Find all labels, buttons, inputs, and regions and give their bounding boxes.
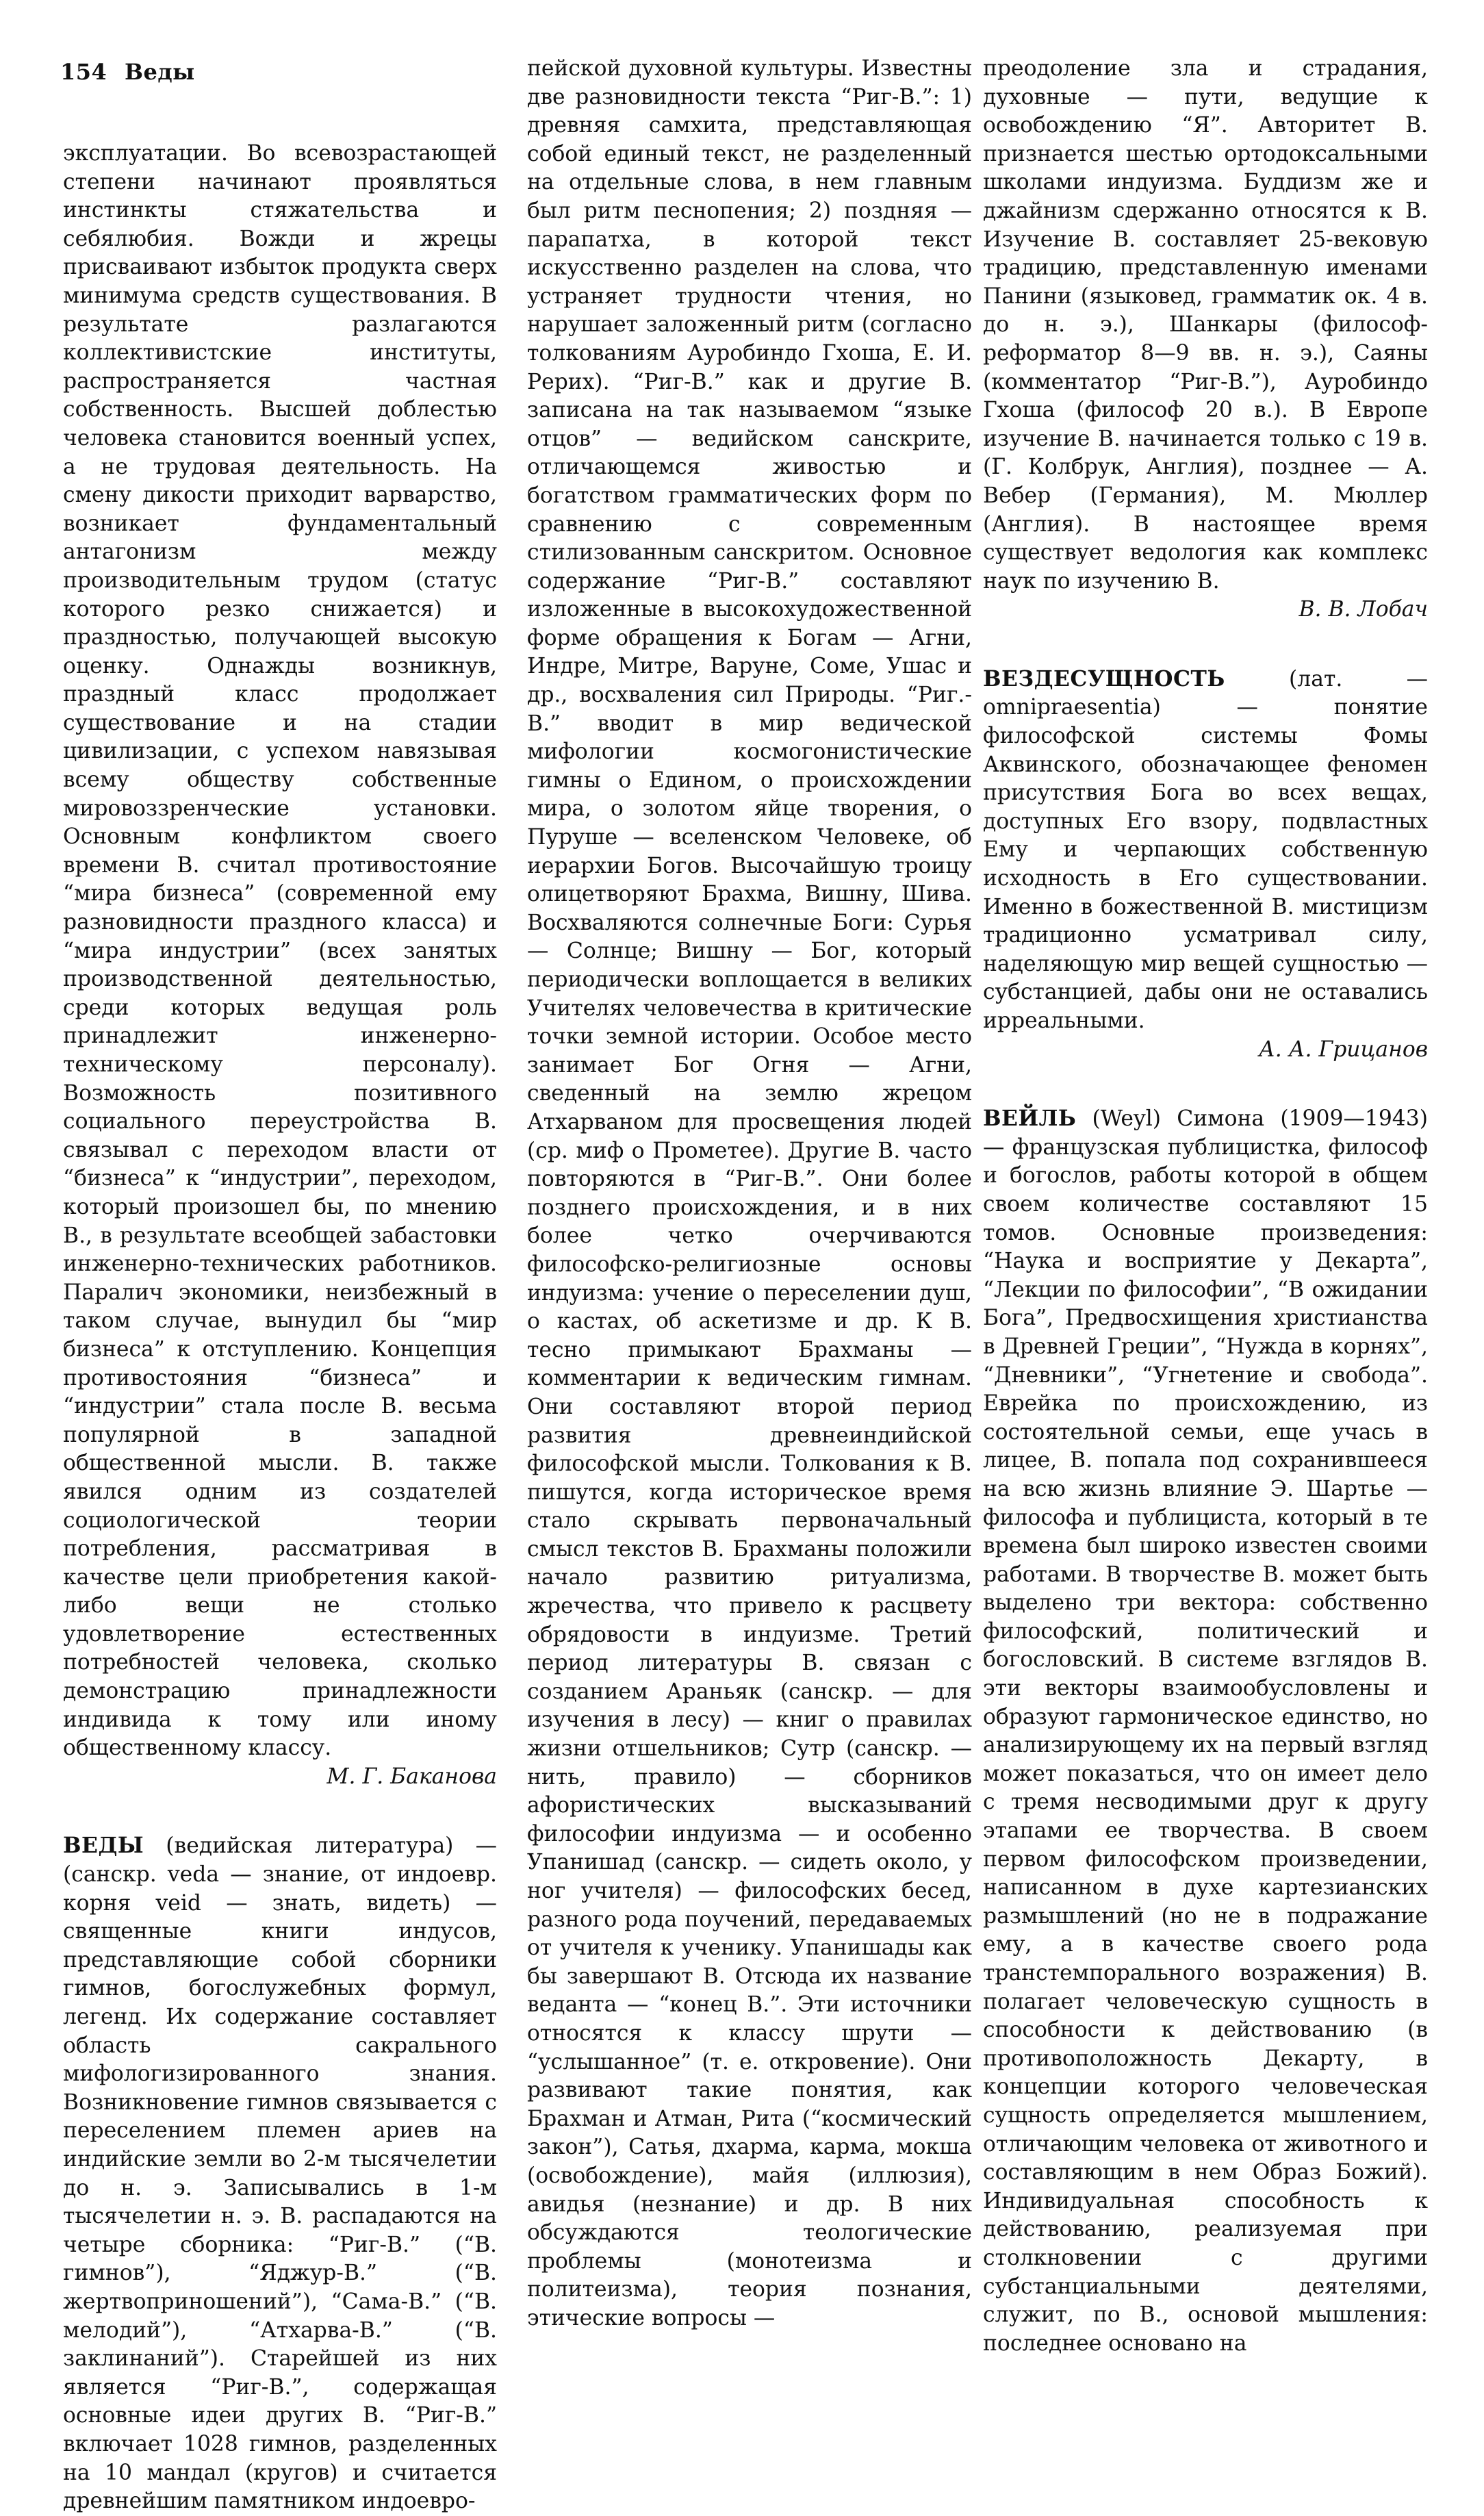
column-middle <box>527 55 972 2333</box>
author-signature: М. Г. Баканова <box>327 1764 497 1789</box>
page-number: 154 <box>60 59 107 85</box>
running-head <box>60 59 195 85</box>
article-vedy-continued-text: пейской духовной культуры. Известны две разновидности текста “Риг-В.”: 1) древняя самхита, представляющая собой единый текст, не разделенный на отдельные слова, в нем главным был ритм песнопения; 2) поздняя — парапатха, в которой текст искусственно разделен на слова, что устраняет трудности чтения, но нарушает заложенный ритм (согласно толкованиям Ауробиндо Гхоша, Е. И. Рерих). “Риг-В.” как и другие В. записана на так называемом “языке отцов” — ведийском санскрите, отличающемся живостью и богатством грамматических форм по сравнению с современным стилизованным санскритом. Основное содержание “Риг-В.” составляют изложенные в высокохудожественной форме обращения к Богам — Агни, Индре, Митре, Варуне, Соме, Ушас и др., восхваления сил Природы. “Риг.-В.” вводит в мир ведической мифологии космогонистические гимны о Едином, о происхождении мира, о золотом яйце творения, о Пуруше — вселенском Человеке, об иерархии Богов. Высочайшую троицу олицетворяют Брахма, Вишну, Шива. Восхваляются солнечные Боги: Сурья — Солнце; Вишну — Бог, который периодически воплощается в великих Учителях человечества в критические точки земной истории. Особое место занимает Бог Огня — Агни, сведенный на землю жрецом Атхарваном для просвещения людей (ср. миф о Прометее). Другие В. часто повторяются в “Риг-В.”. Они более позднего происхождения, и в них более четко очерчиваются философско-религиозные основы индуизма: учение о переселении душ, о кастах, об аскетизме и др. К В. тесно примыкают Брахманы — комментарии к ведическим гимнам. Они составляют второй период развития древнеиндийской философской мысли. Толкования к В. пишутся, когда историческое время стало скрывать первоначальный смысл текстов В. Брахманы положили начало развитию ритуализма, жречества, что привело к расцвету обрядовости в индуизме. Третий период литературы В. связан с созданием Араньяк (санскр. — для изучения в лесу) — книг о правилах жизни отшельников; Сутр (санскр. — нить, правило) — сборников афористических высказываний философии индуизма — и особенно Упанишад (санскр. — сидеть около, у ног учителя) — философских бесед, разного рода поучений, передаваемых от учителя к ученику. Упанишады как бы завершают В. Отсюда их название веданта — “конец В.”. Эти источники относятся к классу шрути — “услышанное” (т. е. откровение). Они развивают такие понятия, как Брахман и Атман, Рита (“космический закон”), Сатья, дхарма, карма, мокша (освобождение), майя (иллюзия), авидья (незнание) и др. В них обсуждаются теологические проблемы (монотеизма и политеизма), теория познания, этические вопросы — <box>527 56 972 2330</box>
headword-vezdesushchnost: ВЕЗДЕСУЩНОСТЬ <box>983 666 1225 691</box>
article-continuation-text: эксплуатации. Во всевозрастающей степени начинают проявляться инстинкты стяжательства и себялюбия. Вожди и жрецы присваивают избыток продукта сверх минимума средств существования. В результате разлагаются коллективистские институты, распространяется частная собственность. Высшей доблестью человека становится военный успех, а не трудовая деятельность. На смену дикости приходит варварство, возникает фундаментальный антагонизм между производительным трудом (статус которого резко снижается) и праздностью, получающей высокую оценку. Однажды возникнув, праздный класс продолжает существование и на стадии цивилизации, с успехом навязывая всему обществу собственные мировоззренческие установки. Основным конфликтом своего времени В. считал противостояние “мира бизнеса” (современной ему разновидности праздного класса) и “мира индустрии” (всех занятых производственной деятельностью, среди которых ведущая роль принадлежит инженерно-техническому персоналу). Возможность позитивного социального переустройства В. связывал с переходом власти от “бизнеса” к “индустрии”, переходом, который произошел бы, по мнению В., в результате всеобщей забастовки инженерно-технических работников. Паралич экономики, неизбежный в таком случае, вынудил бы “мир бизнеса” к отступлению. Концепция противостояния “бизнеса” и “индустрии” стала после В. весьма популярной в западной общественной мысли. В. также явился одним из создателей социологической теории потребления, рассматривая в качестве цели приобретения какой-либо вещи не столько удовлетворение естественных потребностей человека, сколько демонстрацию принадлежности индивида к тому или иному общественному классу. <box>63 141 497 1761</box>
article-veil-text: (Weyl) Симона (1909—1943) — французская публицистка, философ и богослов, работы которой в общем своем количестве составляют 15 томов. Основные произведения: “Наука и восприятие у Декарта”, “Лекции по философии”, “В ожидании Бога”, Предвосхищения христианства в Древней Греции”, “Нужда в корнях”, “Дневники”, “Угнетение и свобода”. Еврейка по происхождению, из состоятельной семьи, еще учась в лицее, В. попала под сохранившееся на всю жизнь влияние Э. Шартье — философа и публициста, который в те времена был широко известен своими работами. В творчестве В. может быть выделено три вектора: собственно философский, политический и богословский. В системе взглядов В. эти векторы взаимообусловлены и образуют гармоническое единство, но анализирующему их на первый взгляд может показаться, что он имеет дело с тремя несводимыми друг к другу этапами ее творчества. В своем первом философском произведении, написанном в духе картезианских размышлений (но не в подражание ему, а в качестве своего рода транстемпорального возражения) В. полагает человеческую сущность в способности к действованию (в противоположность Декарту, в концепции которого человеческая сущность определяется мышлением, отличающим человека от животного и составляющим в нем Образ Божий). Индивидуальная способность к действованию, реализуемая при столкновении с другими субстанциальными деятелями, служит, по В., основой мышления: последнее основано на <box>983 1106 1428 2356</box>
article-vedy-text: (ведийская литература) — (санскр. veda — знание, от индоевр. корня veid — знать, видеть) — священные книги индусов, представляющие собой сборники гимнов, богослужебных формул, легенд. Их содержание составляет область сакрального мифологизированного знания. Возникновение гимнов связывается с переселением племен ариев на индийские земли во 2-м тысячелетии до н. э. Записывались в 1-м тысячелетии н. э. В. распадаются на четыре сборника: “Риг-В.” (“В. гимнов”), “Яджур-В.” (“В. жертвоприношений”), “Сама-В.” (“В. мелодий”), “Атхарва-В.” (“В. заклинаний”). Старейшей из них является “Риг-В.”, содержащая основные идеи других В. “Риг-В.” включает 1028 гимнов, разделенных на 10 мандал (кругов) и считается древнейшим памятником индоевро- <box>63 1833 497 2514</box>
article-veil <box>983 1105 1428 2358</box>
column-right <box>983 55 1428 2358</box>
article-vezdesushchnost-text: (лат. — omnipraesentia) — понятие философской системы Фомы Аквинского, обозначающее феномен присутствия Бога во всех вещах, доступных Его взору, подвластных Ему и черпающих собственную исходность в Его существовании. Именно в божественной В. мистицизм традиционно усматривал силу, наделяющую мир вещей сущностью — субстанцией, дабы они не оставались ирреальными. <box>983 666 1428 1033</box>
author-signature: В. В. Лобач <box>1298 597 1428 622</box>
article-vedy <box>63 1832 497 2515</box>
column-left <box>63 140 497 2516</box>
running-title: Веды <box>124 59 195 85</box>
headword-vedy: ВЕДЫ <box>63 1833 144 1859</box>
author-signature: А. А. Грицанов <box>1258 1037 1428 1062</box>
headword-veil: ВЕЙЛЬ <box>983 1106 1077 1132</box>
article-vedy-end-text: преодоление зла и страдания, духовные — пути, ведущие к освобождению “Я”. Авторитет В. признается шестью ортодоксальными школами индуизма. Буддизм же и джайнизм сдержанно относятся к В. Изучение В. составляет 25-вековую традицию, представленную именами Панини (языковед, грамматик ок. 4 в. до н. э.), Шанкары (философ-реформатор 8—9 вв. н. э.), Саяны (комментатор “Риг-В.”), Ауробиндо Гхоша (философ 20 в.). В Европе изучение В. начинается только с 19 в. (Г. Колбрук, Англия), позднее — А. Вебер (Германия), М. Мюллер (Англия). В настоящее время существует ведология как комплекс наук по изучению В. <box>983 56 1428 594</box>
article-vezdesushchnost <box>983 665 1428 1036</box>
